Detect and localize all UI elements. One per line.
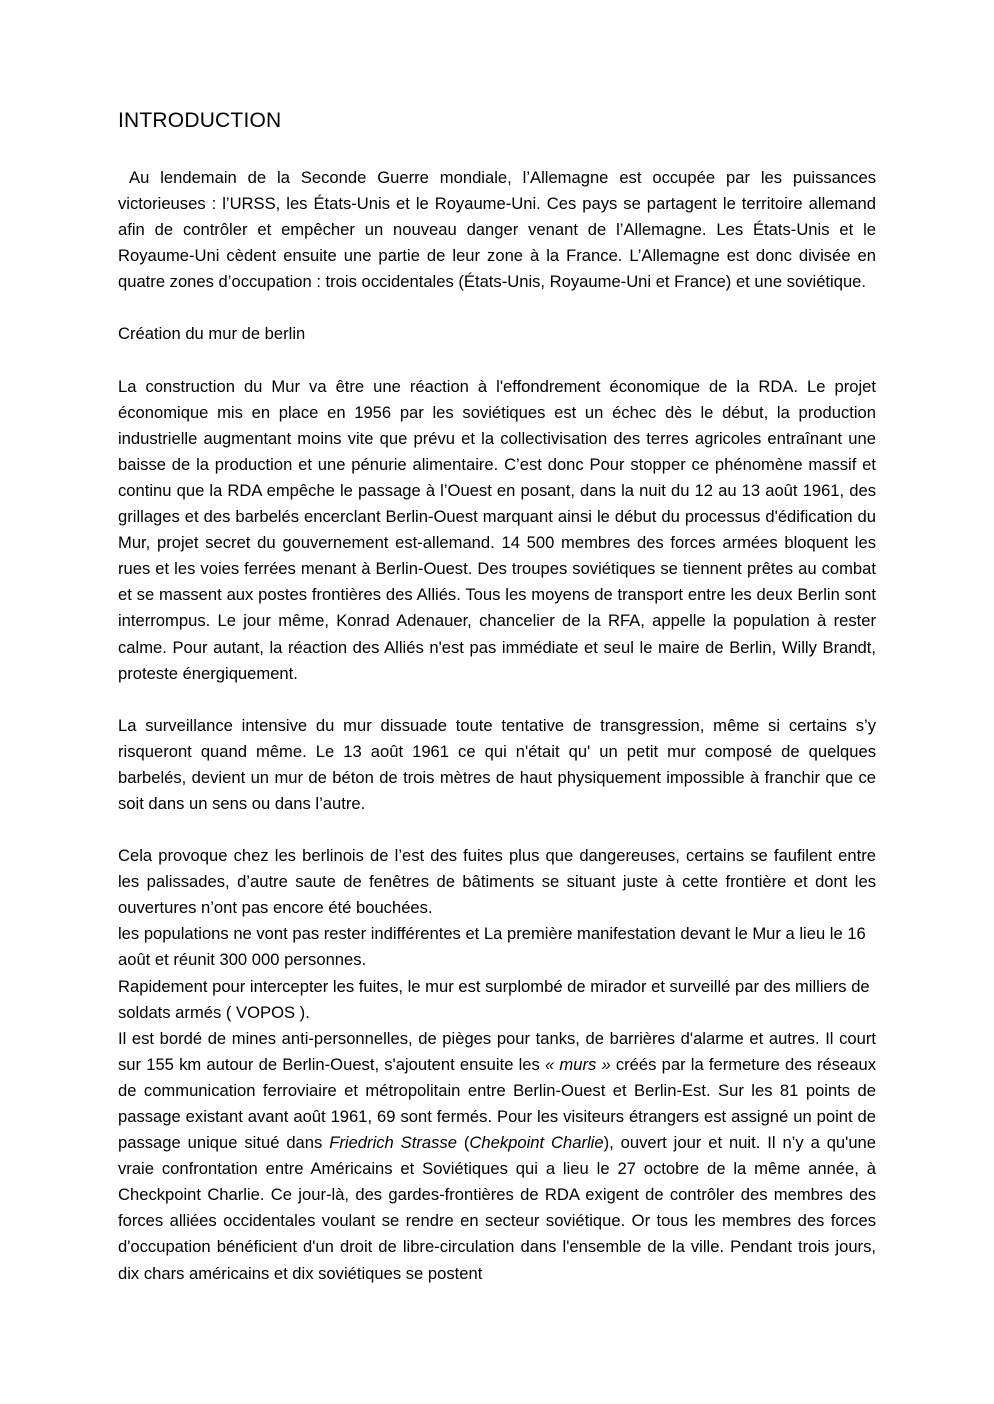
emphasis-chekpoint-charlie: Chekpoint Charlie [469,1133,604,1153]
fortifications-text-part-4: ), ouvert jour et nuit. Il n’y a qu'une vraie confrontation entre Américains et Soviétiques qui a lieu le 27 octobre de la même année, à Checkpoint Charlie. Ce jour-là, des gardes-frontières de RDA exigent de contrôler des membres des forces alliées occidentales voulant se rendre en secteur soviétique. Or tous les membres des forces d'occupation bénéficient d'un droit de libre-circulation dans l'ensemble de la ville. Pendant trois jours, dix chars américains et dix soviétiques se postent [118,1133,877,1283]
emphasis-murs: « murs » [545,1054,611,1074]
emphasis-friedrich-strasse: Friedrich Strasse [329,1133,457,1153]
fortifications-text-part-3: ( [456,1133,470,1153]
document-body [118,108,876,1287]
fortifications-text-part-2: créés par la fermeture des réseaux de communication ferroviaire et métropolitain entre Berlin-Ouest et Berlin-Est. Sur les 81 points de passage existant avant août 1961, 69 sont fermés. Pour les visiteurs étrangers est assigné un point de passage unique situé dans [118,1054,876,1153]
paragraph-surveillance: La surveillance intensive du mur dissuade toute tentative de transgression, même si certains s’y risqueront quand même. Le 13 août 1961 ce qui n'était qu' un petit mur composé de quelques barbelés, devient un mur de béton de trois mètres de haut physiquement impossible à franchir que ce soit dans un sens ou dans l’autre. [118,715,876,813]
fortifications-text-part-1: Il est bordé de mines anti-personnelles, de pièges pour tanks, de barrières d'alarme et autres. Il court sur 155 km autour de Berlin-Ouest, s'ajoutent ensuite les [118,1028,876,1074]
paragraph-fuites: Cela provoque chez les berlinois de l’est des fuites plus que dangereuses, certains se faufilent entre les palissades, d’autre saute de fenêtres de bâtiments se situant juste à cette frontière et dont les ouvertures n’ont pas encore été bouchées. [118,846,876,918]
paragraph-miradors: Rapidement pour intercepter les fuites, le mur est surplombé de mirador et surveillé par des milliers de soldats armés ( VOPOS ). [118,976,870,1022]
paragraph-construction-du-mur: La construction du Mur va être une réaction à l'effondrement économique de la RDA. Le projet économique mis en place en 1956 par les soviétiques est un échec dès le début, la production industrielle augmentant moins vite que prévu et la collectivisation des terres agricoles entraînant une baisse de la production et une pénurie alimentaire. C’est donc Pour stopper ce phénomène massif et continu que la RDA empêche le passage à l’Ouest en posant, dans la nuit du 12 au 13 août 1961, des grillages et des barbelés encerclant Berlin-Ouest marquant ainsi le début du processus d'édification du Mur, projet secret du gouvernement est-allemand. 14 500 membres des forces armées bloquent les rues et les voies ferrées menant à Berlin-Ouest. Des troupes soviétiques se tiennent prêtes au combat et se massent aux postes frontières des Alliés. Tous les moyens de transport entre les deux Berlin sont interrompus. Le jour même, Konrad Adenauer, chancelier de la RFA, appelle la population à rester calme. Pour autant, la réaction des Alliés n'est pas immédiate et seul le maire de Berlin, Willy Brandt, proteste énergiquement. [118,376,876,683]
paragraph-fortifications [118,1026,876,1287]
page-title: INTRODUCTION [118,109,282,132]
paragraph-manifestation: les populations ne vont pas rester indifférentes et La première manifestation devant le Mur a lieu le 16 août et réunit 300 000 personnes. [118,924,866,970]
section-subheading: Création du mur de berlin [118,324,306,344]
paragraph-introduction: Au lendemain de la Seconde Guerre mondiale, l’Allemagne est occupée par les puissances victorieuses : l’URSS, les États-Unis et le Royaume-Uni. Ces pays se partagent le territoire allemand afin de contrôler et empêcher un nouveau danger venant de l’Allemagne. Les États-Unis et le Royaume-Uni cèdent ensuite une partie de leur zone à la France. L’Allemagne est donc divisée en quatre zones d’occupation : trois occidentales (États-Unis, Royaume-Uni et France) et une soviétique. [118,168,876,292]
